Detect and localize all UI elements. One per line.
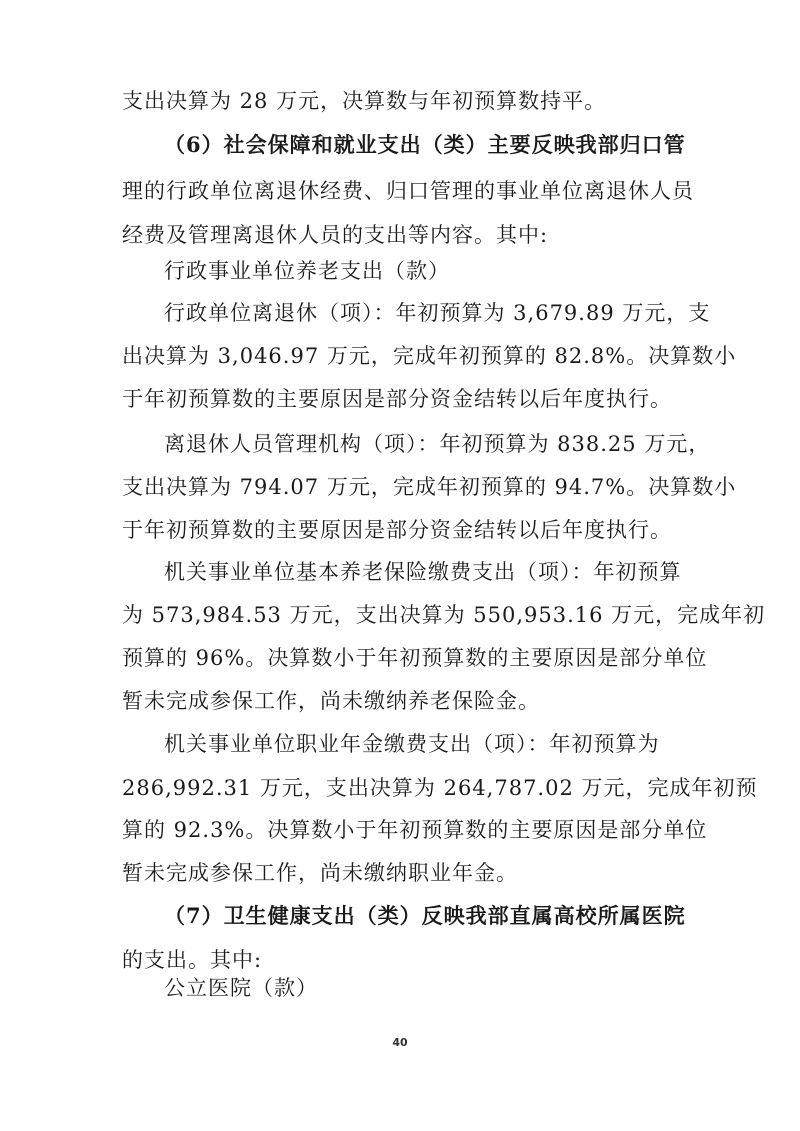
subheading-line: 公立医院（款） (164, 976, 318, 1000)
text-line: 出决算为 3,046.97 万元，完成年初预算的 82.8%。决算数小 (122, 344, 737, 368)
subheading-line: 行政事业单位养老支出（款） (164, 259, 450, 283)
text-line: 为 573,984.53 万元，支出决算为 550,953.16 万元，完成年初 (122, 603, 766, 627)
page-number: 40 (392, 1036, 408, 1049)
text-line: 行政单位离退休（项）：年初预算为 3,679.89 万元，支 (164, 301, 711, 325)
text-line: 经费及管理离退休人员的支出等内容。其中: (122, 223, 549, 247)
text-line: 于年初预算数的主要原因是部分资金结转以后年度执行。 (122, 387, 672, 411)
text-line: 286,992.31 万元，支出决算为 264,787.02 万元，完成年初预 (122, 776, 758, 800)
text-line: 机关事业单位基本养老保险缴费支出（项）：年初预算 (164, 560, 682, 584)
text-line: 机关事业单位职业年金缴费支出（项）：年初预算为 (164, 732, 660, 756)
section-heading-7: （7）卫生健康支出（类）反映我部直属高校所属医院 (164, 903, 686, 928)
text-line: 支出决算为 28 万元，决算数与年初预算数持平。 (122, 89, 607, 113)
text-line: 暂未完成参保工作，尚未缴纳职业年金。 (122, 861, 518, 885)
text-line: 的支出。其中: (122, 948, 263, 972)
text-line: 暂未完成参保工作，尚未缴纳养老保险金。 (122, 689, 540, 713)
text-line: 于年初预算数的主要原因是部分资金结转以后年度执行。 (122, 518, 672, 542)
text-line: 理的行政单位离退休经费、归口管理的事业单位离退休人员 (122, 179, 694, 203)
section-heading-6: （6）社会保障和就业支出（类）主要反映我部归口管 (164, 132, 686, 157)
text-line: 预算的 96%。决算数小于年初预算数的主要原因是部分单位 (122, 646, 708, 670)
text-line: 支出决算为 794.07 万元，完成年初预算的 94.7%。决算数小 (122, 475, 737, 499)
text-line: 算的 92.3%。决算数小于年初预算数的主要原因是部分单位 (122, 818, 708, 842)
text-line: 离退休人员管理机构（项）：年初预算为 838.25 万元， (164, 432, 711, 456)
